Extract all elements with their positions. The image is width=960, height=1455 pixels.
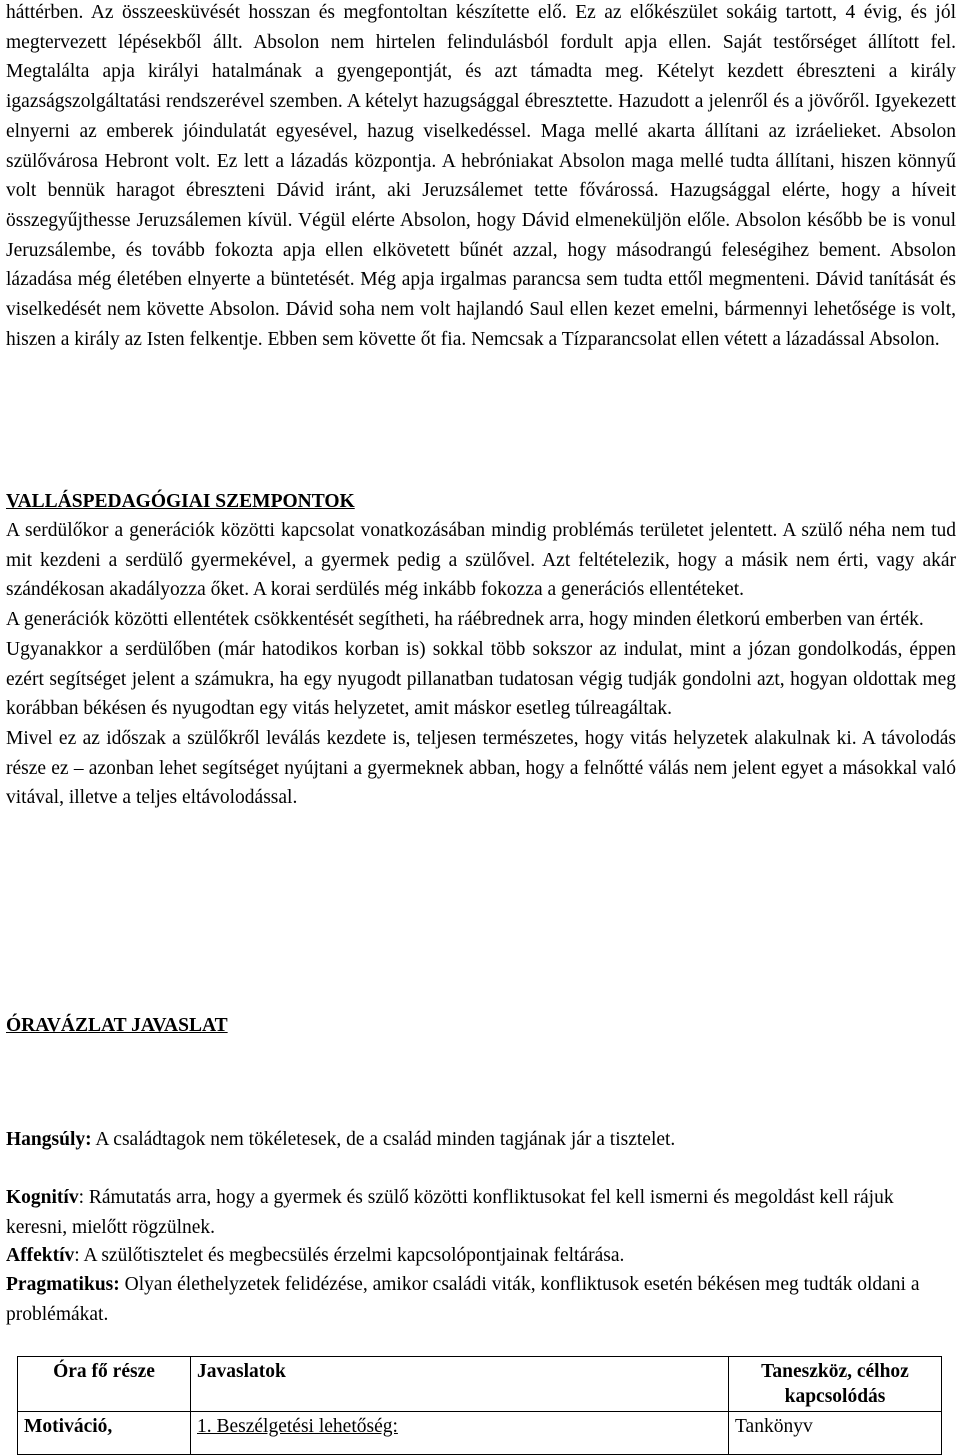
section-heading-oravazlat: ÓRAVÁZLAT JAVASLAT <box>6 1015 228 1036</box>
table-header-cell: Taneszköz, célhoz kapcsolódás <box>729 1357 942 1412</box>
affektiv-text: : A szülőtisztelet és megbecsülés érzelmi kapcsolópontjainak feltárása. <box>74 1245 625 1266</box>
table-header-cell: Óra fő része <box>18 1357 191 1412</box>
table-cell: 1. Beszélgetési lehetőség: <box>191 1412 729 1455</box>
lesson-affektiv <box>6 1241 956 1271</box>
affektiv-label: Affektív <box>6 1245 75 1266</box>
vallas-paragraph: Mivel ez az időszak a szülőkről leválás kezdete is, teljesen természetes, hogy vitás helyzetek alakulnak ki. A távolodás része ez – azonban lehet segítséget nyújtani a gyermeknek abban, hogy a felnőtté válás nem jelent egyet a másokkal való vitával, illetve a teljes eltávolodással. <box>6 727 956 809</box>
lesson-pragmatikus <box>6 1270 956 1329</box>
document-page <box>6 0 956 1325</box>
pragmatikus-text: Olyan élethelyzetek felidézése, amikor családi viták, konfliktusok esetén békésen meg tudták oldani a problémákat. <box>6 1274 920 1325</box>
kognitiv-label: Kognitív <box>6 1187 79 1208</box>
lesson-kognitiv <box>6 1183 956 1242</box>
lesson-hangsuly <box>6 1125 956 1155</box>
table-row <box>18 1412 942 1455</box>
intro-paragraph: háttérben. Az összeesküvését hosszan és megfontoltan készítette elő. Ez az előkészület sokáig tartott, 4 évig, és jól megtervezett lépésekből állt. Absolon nem hirtelen felindulásból fordult apja ellen. Saját testőrséget állított fel. Megtalálta apja királyi hatalmának a gyengepontját, és azt támadta meg. Kételyt kezdett ébreszteni a király igazságszolgáltatási rendszerével szemben. A kételyt hazugsággal ébresztette. Hazudott a jelenről és a jövőről. Igyekezett elnyerni az emberek jóindulatát egyesével, hazug viselkedéssel. Maga mellé akarta állítani az izráelieket. Absolon szülővárosa Hebront volt. Ez lett a lázadás központja. A hebróniakat Absolon maga mellé tudta állítani, hiszen könnyű volt bennük haragot ébreszteni Dávid iránt, aki Jeruzsálemet tette fővárossá. Hazugsággal elérte, hogy a híveit összegyűjthesse Jeruzsálemen kívül. Végül elérte Absolon, hogy Dávid elmeneküljön előle. Absolon később be is vonul Jeruzsálembe, és tovább fokozta apja ellen elkövetett bűnét azzal, hogy másodrangú feleségihez bement. Absolon lázadása még életében elnyerte a büntetését. Még apja irgalmas parancsa sem tudta ettől megmenteni. Dávid tanítását és viselkedését nem követte Absolon. Dávid soha nem volt hajlandó Saul ellen kezet emelni, bármennyi lehetősége is volt, hiszen a király az Isten felkentje. Ebben sem követte őt fia. Nemcsak a Tízparancsolat ellen vétett a lázadással Absolon. <box>6 2 956 350</box>
section-heading-vallaspedagogiai: VALLÁSPEDAGÓGIAI SZEMPONTOK <box>6 491 355 512</box>
table-cell: Motiváció, <box>18 1412 191 1455</box>
hangsuly-text: A családtagok nem tökéletesek, de a család minden tagjának jár a tisztelet. <box>91 1129 676 1150</box>
table-header-row <box>18 1357 942 1412</box>
kognitiv-text: : Rámutatás arra, hogy a gyermek és szülő közötti konfliktusokat fel kell ismerni és megoldást kell rájuk keresni, mielőtt rögzülnek. <box>6 1187 894 1238</box>
table-cell: Tankönyv <box>729 1412 942 1455</box>
lesson-plan-table <box>17 1356 942 1455</box>
table-header-cell: Javaslatok <box>191 1357 729 1412</box>
vallas-paragraph: Ugyanakkor a serdülőben (már hatodikos korban is) sokkal több sokszor az indulat, mint a józan gondolkodás, éppen ezért segítséget jelent a számukra, ha egy nyugodt pillanatban tudatosan végig tudják gondolni azt, hogyan oldottak meg korábban békésen és nyugodtan egy vitás helyzetet, amit máskor esetleg túlreagáltak. <box>6 638 956 720</box>
pragmatikus-label: Pragmatikus: <box>6 1274 120 1295</box>
vallas-paragraph: A serdülőkor a generációk közötti kapcsolat vonatkozásában mindig problémás területet jelentett. A szülő néha nem tud mit kezdeni a serdülő gyermekével, a gyermek pedig a szülővel. Azt feltételezik, hogy a másik nem érti, vagy akár szándékosan akadályozza őket. A korai serdülés még inkább fokozza a generációs ellentéteket. <box>6 520 956 601</box>
vallaspedagogiai-body <box>6 516 956 813</box>
hangsuly-label: Hangsúly: <box>6 1129 92 1150</box>
vallas-paragraph: A generációk közötti ellentétek csökkentését segítheti, ha ráébrednek arra, hogy minden életkorú emberben van érték. <box>6 609 924 631</box>
